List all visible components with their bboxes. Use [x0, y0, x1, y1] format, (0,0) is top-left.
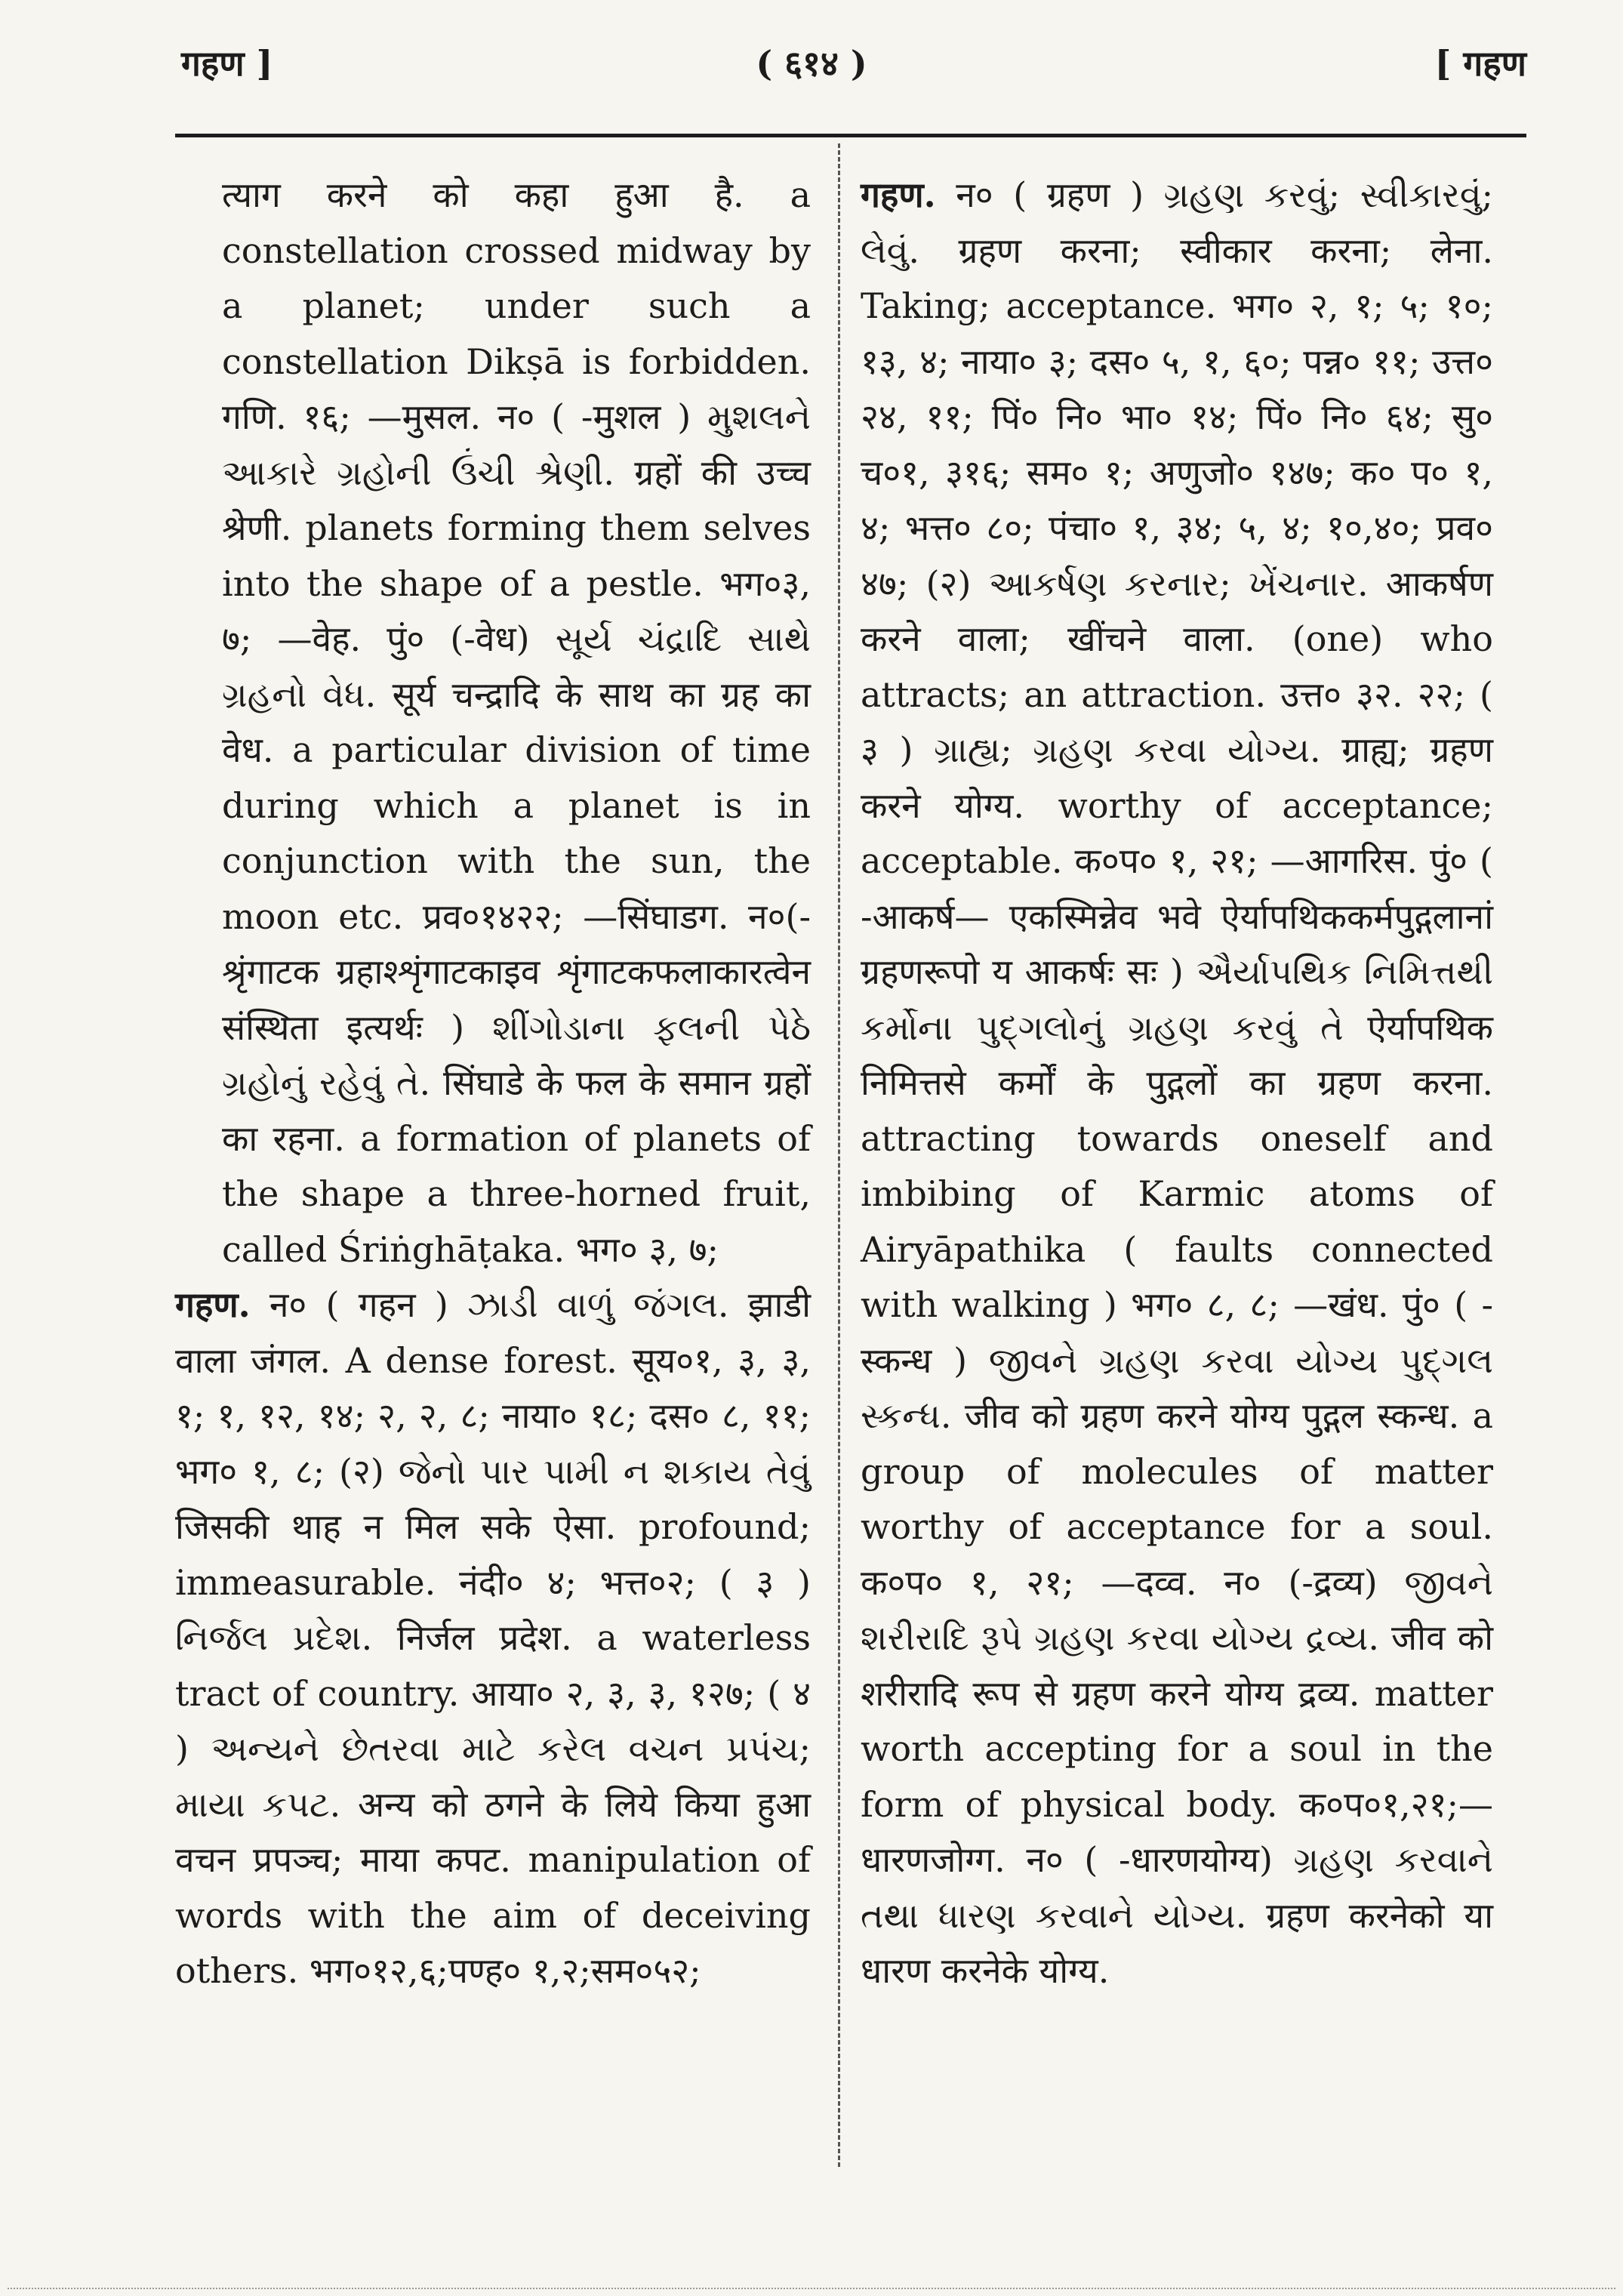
- dictionary-entry: [175, 1277, 811, 1999]
- entry-headword: गहण.: [861, 174, 936, 215]
- header-left-headword: गहण ]: [181, 43, 273, 84]
- column-divider: [838, 143, 840, 2167]
- entry-headword: गहण.: [175, 1284, 251, 1325]
- right-column: [861, 168, 1493, 1999]
- dictionary-entry: [861, 168, 1493, 1999]
- header-rule: [175, 134, 1526, 137]
- header-right-headword: [ गहण: [1434, 43, 1526, 84]
- entry-body: न० ( गहन ) ઝાડી વાળું જંગલ. झाडी वाला जंगल. A dense forest. सूय०१, ३, ३, १; १, १२, १४; २, २, ८; नाया० १८; दस० ८, ११; भग० १, ८; (२) જેનો પાર પામી ન શકાય તેવું जिसकी थाह न मिल सके ऐसा. profound; immeasurable. नंदी० ४; भत्त०२; ( ३ ) નિર્જલ પ્રદેશ. निर्जल प्रदेश. a waterless tract of country. आया० २, ३, ३, १२७; ( ४ ) અન્યને છેતરવા માટે કરેલ વચન પ્રપંચ; માયા કપટ. अन्य को ठगने के लिये किया हुआ वचन प्रपञ्च; माया कपट. manipulation of words with the aim of deceiving others. भग०१२,६;पण्ह० १,२;सम०५२;: [175, 1284, 811, 1991]
- entry-body: न० ( ग्रहण ) ગ્રહણ કરવું; સ્વીકારવું; લેવું. ग्रहण करना; स्वीकार करना; लेना. Taking; acceptance. भग० २, १; ५; १०; १३, ४; नाया० ३; दस० ५, १, ६०; पन्न० ११; उत्त० २४, ११; पिं० नि० भा० १४; पिं० नि० ६४; सु० च०१, ३१६; सम० १; अणुजो० १४७; क० प० १, ४; भत्त० ८०; पंचा० १, ३४; ५, ४; १०,४०; प्रव० ४७; (२) આકર્ષણ કરનાર; ખેંચનાર. आकर्षण करने वाला; खींचने वाला. (one) who attracts; an attraction. उत्त० ३२. २२; ( ३ ) ગ્રાહ્ય; ગ્રહણ કરવા યોગ્ય. ग्राह्य; ग्रहण करने योग्य. worthy of acceptance; acceptable. क०प० १, २१; —आगरिस. पुं० ( -आकर्ष— एकस्मिन्नेव भवे ऐर्यापथिककर्मपुद्गलानां ग्रहणरूपो य आकर्षः सः ) ઐર્યાપથિક નિમિત્તથી કર્મોના પુદ્ગલોનું ગ્રહણ કરવું તે ऐर्यापथिक निमित्तसे कर्मों के पुद्गलों का ग्रहण करना. attracting towards oneself and imbibing of Karmic atoms of Airyāpathika ( faults connected with walking ) भग० ८, ८; —खंध. पुं० ( -स्कन्ध ) જીવને ગ્રહણ કરવા યોગ્ય પુદ્ગલ સ્કન્ધ. जीव को ग्रहण करने योग्य पुद्गल स्कन्ध. a group of molecules of matter worthy of acceptance for a soul. क०प० १, २१; —दव्व. न० (-द्रव्य) જીવને શરીરાદિ રૂપે ગ્રહણ કરવા યોગ્ય દ્રવ્ય. जीव को शरीरादि रूप से ग्रहण करने योग्य द्रव्य. matter worth accepting for a soul in the form of physical body. क०प०१,२१;—धारणजोग्ग. न० ( -धारणयोग्य) ગ્રહણ કરવાને તથા ધારણ કરવાને યોગ્ય. ग्रहण करनेको या धारण करनेके योग्य.: [861, 174, 1493, 1991]
- left-column: [175, 168, 811, 1999]
- page-number: ( ६१४ ): [756, 43, 867, 84]
- continuation-text: त्याग करने को कहा हुआ है. a constellation crossed midway by a planet; under such a constellation Dikṣā is forbidden. गणि. १६; —मुसल. न० ( -मुशल ) મુશલને આકારે ગ્રહોની ઉંચી શ્રેણી. ग्रहों की उच्च श्रेणी. planets forming them selves into the shape of a pestle. भग०३, ७; —वेह. पुं० (-वेध) સૂર્ય ચંદ્રાદિ સાથે ગ્રહનો વેધ. सूर्य चन्द्रादि के साथ का ग्रह का वेध. a particular division of time during which a planet is in conjunction with the sun, the moon etc. प्रव०१४२२; —सिंघाडग. न०(-श्रृंगाटक ग्रहाश्शृंगाटकाइव शृंगाटकफलाकारत्वेन संस्थिता इत्यर्थः ) શીંગોડાના ફલની પેઠે ગ્રહોનું રહેવું તે. सिंघाडे के फल के समान ग्रहों का रहना. a formation of planets of the shape a three-horned fruit, called Śriṅghāṭaka. भग० ३, ७;: [222, 174, 811, 1270]
- bottom-rule: [8, 2288, 1615, 2289]
